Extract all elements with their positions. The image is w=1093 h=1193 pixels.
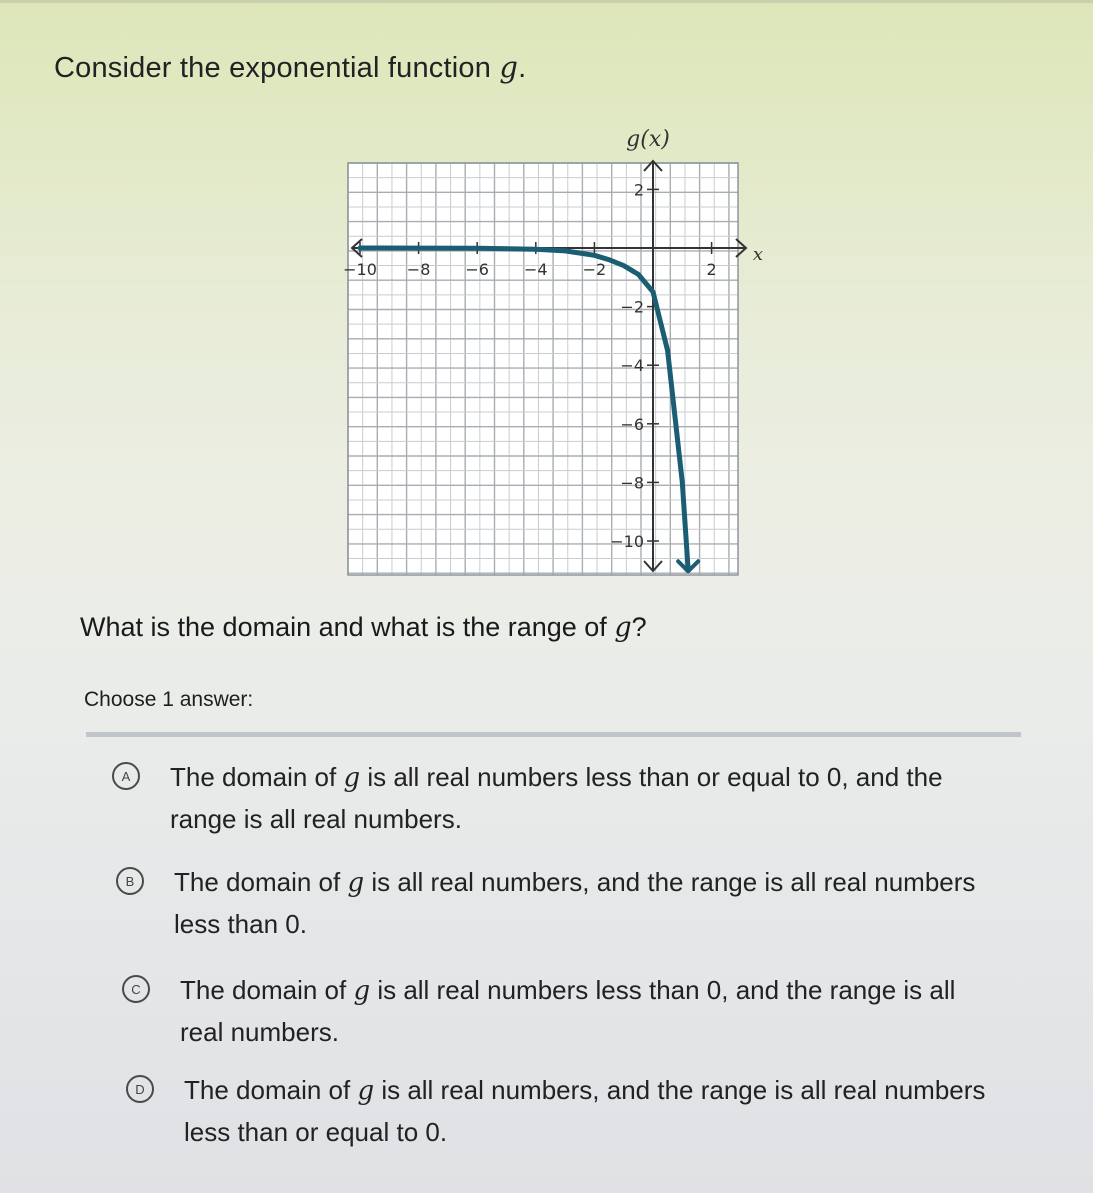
choice-b-text — [174, 862, 976, 945]
answer-choice-b[interactable] — [116, 862, 976, 945]
choose-label: Choose 1 answer: — [84, 688, 254, 711]
choice-d-variable: g — [357, 1076, 375, 1106]
choice-b-radio[interactable]: B — [116, 867, 144, 895]
x-tick-label: −8 — [406, 260, 431, 279]
section-divider — [86, 732, 1021, 737]
x-tick-label: −4 — [524, 260, 548, 279]
y-tick-label: 2 — [633, 180, 644, 200]
answer-choice-a[interactable] — [112, 757, 992, 840]
question-variable: g — [614, 612, 632, 643]
choice-a-text-end: is all real numbers less than or equal to 0, and the range is all real numbers. — [170, 762, 943, 834]
choice-b-variable: g — [347, 868, 365, 898]
y-tick-label: −2 — [620, 297, 644, 317]
choice-c-variable: g — [353, 976, 371, 1006]
question-punctuation: ? — [631, 612, 647, 642]
y-axis-label: g(x) — [626, 127, 670, 152]
choice-d-text-start: The domain of — [184, 1075, 358, 1105]
answer-choice-c[interactable] — [122, 970, 1002, 1053]
choice-d-radio[interactable]: D — [126, 1075, 154, 1103]
prompt-variable: g — [499, 50, 519, 84]
choice-a-variable: g — [343, 763, 361, 793]
y-tick-label: −8 — [620, 473, 644, 493]
y-tick-label: −10 — [610, 532, 644, 551]
choice-a-text — [170, 757, 992, 840]
x-tick-label: −10 — [343, 260, 377, 279]
choice-b-text-start: The domain of — [174, 867, 348, 897]
choice-c-text-end: is all real numbers less than 0, and the range is all real numbers. — [180, 975, 956, 1047]
y-tick-label: −4 — [620, 356, 644, 376]
choice-d-text-end: is all real numbers, and the range is all real numbers less than or equal to 0. — [184, 1075, 986, 1147]
choice-c-radio[interactable]: C — [122, 975, 150, 1003]
choice-a-radio[interactable]: A — [112, 762, 140, 790]
y-tick-label: −6 — [620, 414, 644, 434]
choice-c-text-start: The domain of — [180, 975, 354, 1005]
prompt-punctuation: . — [518, 52, 527, 84]
choice-d-text — [184, 1070, 986, 1153]
top-rule — [0, 0, 1093, 3]
x-tick-label: −6 — [465, 260, 489, 279]
function-graph — [330, 118, 790, 588]
x-tick-label: −2 — [582, 260, 607, 279]
choice-c-text — [180, 970, 1002, 1053]
choice-a-text-start: The domain of — [170, 762, 344, 792]
question-text-body: What is the domain and what is the range of — [80, 612, 615, 642]
answer-choice-d[interactable] — [126, 1070, 986, 1153]
problem-prompt — [54, 50, 526, 85]
x-tick-label: 2 — [706, 260, 717, 279]
prompt-text: Consider the exponential function — [54, 52, 500, 84]
x-axis-label: x — [752, 244, 764, 265]
choice-b-text-end: is all real numbers, and the range is all real numbers less than 0. — [174, 867, 976, 939]
question-text — [80, 612, 647, 643]
